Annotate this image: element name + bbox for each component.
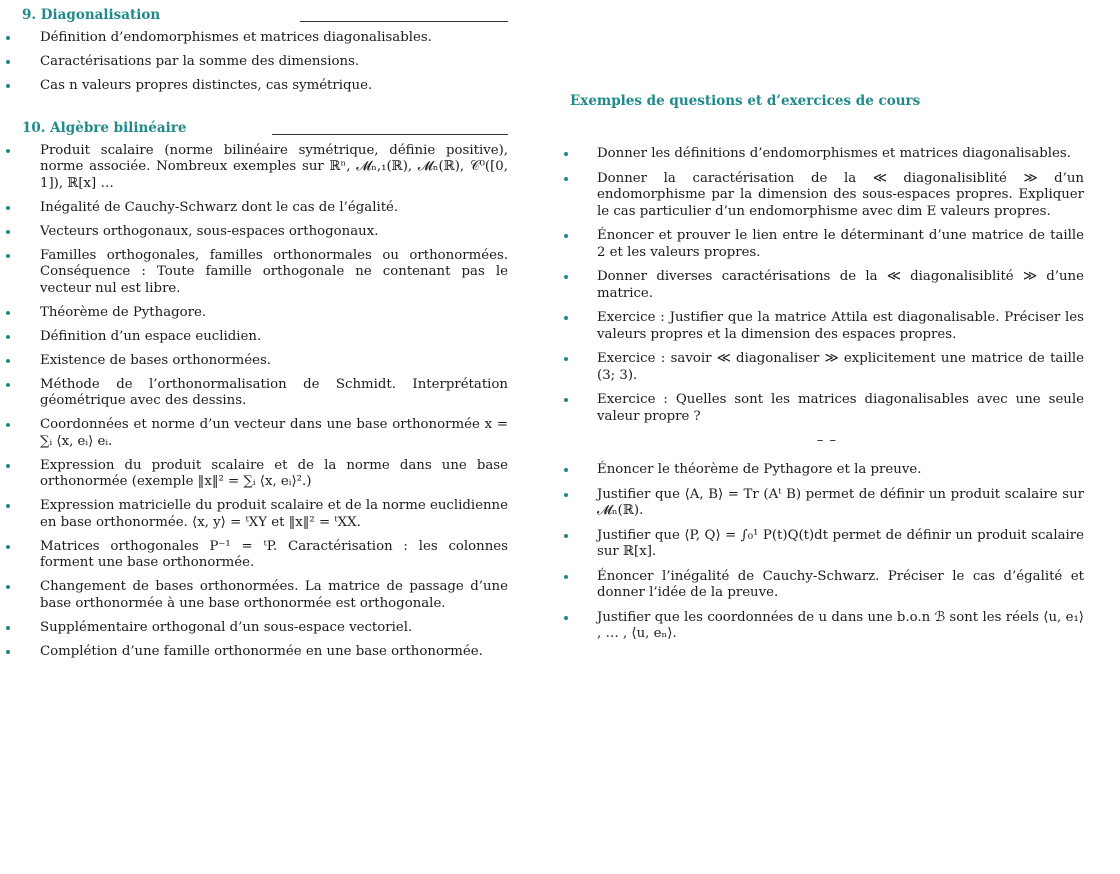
- section-title: 10. Algèbre bilinéaire: [22, 119, 187, 136]
- algebre-bilineaire-list: [0, 143, 520, 661]
- bullet-icon: [564, 152, 568, 156]
- bullet-icon: [564, 575, 568, 579]
- item-text: Changement de bases orthonormées. La matrice de passage d’une base orthonormée à une base orthonormée est orthogonale.: [40, 579, 508, 611]
- section-rule: [300, 21, 508, 22]
- list-item: [570, 269, 1084, 302]
- item-text: Cas n valeurs propres distinctes, cas symétrique.: [40, 78, 373, 93]
- bullet-icon: [6, 149, 10, 153]
- list-item: [0, 143, 520, 193]
- list-item: [570, 171, 1084, 221]
- bullet-icon: [6, 545, 10, 549]
- exercises-container: [570, 146, 1084, 651]
- list-item: [0, 305, 520, 322]
- bullet-icon: [6, 311, 10, 315]
- list-item: [0, 329, 520, 346]
- list-item: [570, 462, 1084, 479]
- bullet-icon: [6, 423, 10, 427]
- list-item: [0, 248, 520, 298]
- item-text: Énoncer et prouver le lien entre le déterminant d’une matrice de taille 2 et les valeurs propres.: [597, 228, 1084, 260]
- item-text: Existence de bases orthonormées.: [40, 352, 271, 368]
- item-text: Énoncer l’inégalité de Cauchy-Schwarz. Préciser le cas d’égalité et donner l’idée de la preuve.: [597, 568, 1084, 600]
- list-item: [0, 224, 520, 241]
- exercises-list-bilineaire: [570, 462, 1084, 643]
- item-text: Énoncer le théorème de Pythagore et la preuve.: [597, 462, 922, 477]
- item-text: Définition d’un espace euclidien.: [40, 328, 262, 344]
- bullet-icon: [564, 316, 568, 320]
- item-text: Exercice : Quelles sont les matrices diagonalisables avec une seule valeur propre ?: [597, 392, 1084, 424]
- section-header-algebre-bilineaire: [0, 113, 520, 139]
- item-text: Complétion d’une famille orthonormée en une base orthonormée.: [40, 643, 483, 659]
- list-item: [570, 146, 1084, 163]
- item-text: Inégalité de Cauchy-Schwarz dont le cas de l’égalité.: [40, 199, 399, 215]
- list-item: [0, 539, 520, 572]
- bullet-icon: [6, 504, 10, 508]
- item-text: Supplémentaire orthogonal d’un sous-espace vectoriel.: [40, 619, 413, 635]
- section-rule: [272, 134, 508, 135]
- section-title: 9. Diagonalisation: [22, 7, 161, 23]
- list-item: [0, 78, 520, 95]
- list-item: [570, 351, 1084, 384]
- list-item: [0, 377, 520, 410]
- item-text: Justifier que les coordonnées de u dans une b.o.n ℬ sont les réels ⟨u, e₁⟩ , … , ⟨u, eₙ⟩.: [597, 609, 1084, 641]
- bullet-icon: [564, 234, 568, 238]
- bullet-icon: [564, 177, 568, 181]
- item-text: Méthode de l’orthonormalisation de Schmidt. Interprétation géométrique avec des dessins.: [40, 376, 508, 408]
- bullet-icon: [6, 335, 10, 339]
- item-text: Exercice : savoir ≪ diagonaliser ≫ explicitement une matrice de taille (3; 3).: [597, 351, 1084, 383]
- list-item: [570, 228, 1084, 261]
- list-item: [570, 310, 1084, 343]
- list-item: [0, 353, 520, 370]
- list-item: [0, 579, 520, 612]
- list-item: [570, 487, 1084, 520]
- bullet-icon: [6, 359, 10, 363]
- item-text: Matrices orthogonales P⁻¹ = ᵗP. Caractérisation : les colonnes forment une base orthonormée.: [40, 538, 508, 570]
- item-text: Donner diverses caractérisations de la ≪ diagonalisiblité ≫ d’une matrice.: [597, 269, 1084, 301]
- item-text: Vecteurs orthogonaux, sous-espaces orthogonaux.: [40, 223, 379, 239]
- item-text: Justifier que ⟨P, Q⟩ = ∫₀¹ P(t)Q(t)dt permet de définir un produit scalaire sur ℝ[x].: [597, 527, 1084, 559]
- exercises-list-diagonalisation: [570, 146, 1084, 425]
- list-item: [0, 200, 520, 217]
- separator: – –: [816, 433, 838, 448]
- item-text: Expression du produit scalaire et de la norme dans une base orthonormée (exemple ‖x‖² = ∑ᵢ ⟨x, eᵢ⟩².): [40, 457, 508, 489]
- item-text: Coordonnées et norme d’un vecteur dans une base orthonormée x = ∑ᵢ ⟨x, eᵢ⟩ eᵢ.: [40, 417, 508, 449]
- bullet-icon: [564, 398, 568, 402]
- list-item: [0, 417, 520, 450]
- section-header-diagonalisation: [0, 0, 520, 26]
- list-item: [0, 30, 520, 47]
- exercises-title: Exemples de questions et d’exercices de cours: [570, 93, 921, 109]
- bullet-icon: [564, 468, 568, 472]
- item-text: Familles orthogonales, familles orthonormales ou orthonormées. Conséquence : Toute famille orthogonale ne contenant pas le vecteur nul est libre.: [40, 247, 508, 296]
- bullet-icon: [6, 36, 10, 40]
- bullet-icon: [564, 357, 568, 361]
- item-text: Produit scalaire (norme bilinéaire symétrique, définie positive), norme associée. Nombreux exemples sur ℝⁿ, 𝓜ₙ,₁(ℝ), 𝓜ₙ(ℝ), 𝒞⁰([0, 1]), ℝ[x] …: [40, 142, 508, 191]
- bullet-icon: [6, 626, 10, 630]
- list-item: [570, 569, 1084, 602]
- item-text: Expression matricielle du produit scalaire et de la norme euclidienne en base orthonormée. ⟨x, y⟩ = ᵗXY et ‖x‖² = ᵗXX.: [40, 498, 508, 530]
- bullet-icon: [564, 534, 568, 538]
- bullet-icon: [6, 650, 10, 654]
- bullet-icon: [6, 60, 10, 64]
- list-item: [570, 528, 1084, 561]
- bullet-icon: [6, 84, 10, 88]
- item-text: Donner les définitions d’endomorphismes et matrices diagonalisables.: [597, 146, 1071, 161]
- bullet-icon: [6, 230, 10, 234]
- bullet-icon: [6, 464, 10, 468]
- item-text: Caractérisations par la somme des dimensions.: [40, 54, 360, 69]
- list-item: [0, 458, 520, 491]
- item-text: Justifier que ⟨A, B⟩ = Tr (Aᵗ B) permet de définir un produit scalaire sur 𝓜ₙ(ℝ).: [597, 486, 1084, 518]
- bullet-icon: [6, 585, 10, 589]
- item-text: Théorème de Pythagore.: [40, 304, 207, 320]
- item-text: Exercice : Justifier que la matrice Attila est diagonalisable. Préciser les valeurs propres et la dimension des espaces propres.: [597, 310, 1084, 342]
- item-text: Donner la caractérisation de la ≪ diagonalisiblité ≫ d’un endomorphisme par la dimension des sous-espaces propres. Expliquer le cas particulier d’un endomorphisme avec dim E valeurs propres.: [597, 170, 1084, 219]
- bullet-icon: [6, 254, 10, 258]
- left-column: [0, 0, 520, 668]
- list-item: [0, 498, 520, 531]
- bullet-icon: [564, 493, 568, 497]
- list-item: [570, 392, 1084, 425]
- list-item: [0, 644, 520, 661]
- list-item: [0, 54, 520, 71]
- list-item: [570, 610, 1084, 643]
- bullet-icon: [564, 616, 568, 620]
- item-text: Définition d’endomorphismes et matrices diagonalisables.: [40, 30, 432, 45]
- bullet-icon: [6, 383, 10, 387]
- diagonalisation-list: [0, 30, 520, 95]
- bullet-icon: [564, 275, 568, 279]
- bullet-icon: [6, 206, 10, 210]
- list-item: [0, 620, 520, 637]
